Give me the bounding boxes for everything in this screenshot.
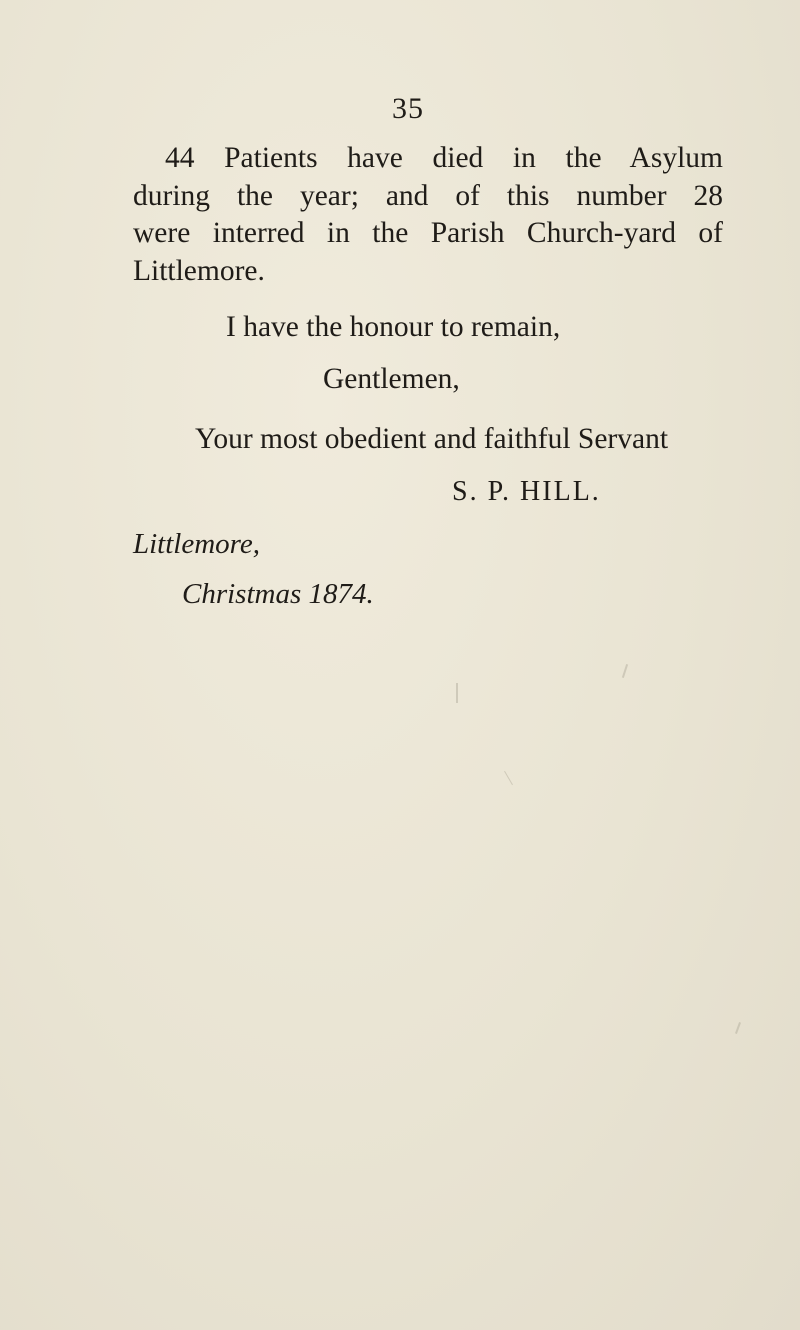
place-line: Littlemore,	[133, 528, 261, 560]
signature: S. P. HILL.	[452, 476, 601, 507]
date-line: Christmas 1874.	[182, 578, 374, 610]
salutation: Gentlemen,	[323, 363, 460, 395]
page-number: 35	[392, 92, 424, 125]
paper-speck	[456, 683, 458, 703]
body-paragraph	[133, 140, 723, 290]
closing-line: I have the honour to remain,	[226, 311, 561, 343]
paragraph-line: during the year; and of this number 28	[133, 179, 723, 212]
paper-speck	[622, 664, 628, 678]
paper-speck	[504, 771, 513, 785]
paragraph-line: were interred in the Parish Church-yard of	[133, 217, 723, 249]
paragraph-line: Littlemore.	[133, 254, 265, 287]
paper-speck	[735, 1022, 741, 1034]
paragraph-line: 44 Patients have died in the Asylum	[165, 142, 723, 174]
sign-off: Your most obedient and faithful Servant	[195, 423, 669, 455]
